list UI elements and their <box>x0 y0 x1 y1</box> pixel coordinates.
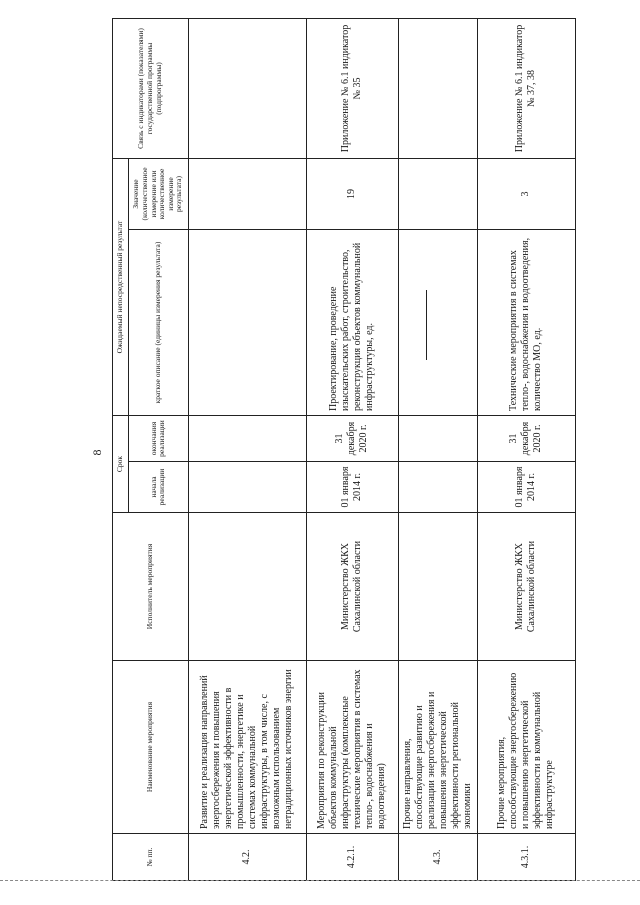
scan-edge-line <box>0 880 640 881</box>
row-link <box>188 19 306 159</box>
row-num: 4.3. <box>398 834 477 881</box>
row-num: 4.3.1. <box>477 834 575 881</box>
row-name: Мероприятия по реконструкции объектов коммунальной инфраструктуры (комплексные технические мероприятия в системах тепло-, водоснабжения и водоотведения) <box>306 661 398 834</box>
header-result-value: Значение (количественное измерение или количественное измерение результата) <box>128 159 188 230</box>
row-link <box>398 19 477 159</box>
row-end <box>398 416 477 462</box>
row-num: 4.2.1. <box>306 834 398 881</box>
header-term: Срок <box>113 416 129 513</box>
row-end: 31 декабря 2020 г. <box>306 416 398 462</box>
header-term-start: начала реализации <box>128 462 188 513</box>
row-executor: Министерство ЖКХ Сахалинской области <box>477 513 575 661</box>
row-start <box>188 462 306 513</box>
row-num: 4.2. <box>188 834 306 881</box>
table-row <box>398 19 477 881</box>
row-start <box>398 462 477 513</box>
row-executor <box>398 513 477 661</box>
table-row <box>188 19 306 881</box>
row-end: 31 декабря 2020 г. <box>477 416 575 462</box>
row-name: Прочие мероприятия, способствующие энергосбережению и повышению энергетической эффективности в коммунальной инфраструктуре <box>477 661 575 834</box>
header-result-desc: краткое описание (единицы измерения результата) <box>128 230 188 416</box>
row-executor <box>188 513 306 661</box>
separator-line <box>426 290 427 360</box>
row-end <box>188 416 306 462</box>
header-num: № пп. <box>113 834 189 881</box>
row-value <box>188 159 306 230</box>
row-link: Приложение № 6.1 индикатор № 37, 38 <box>477 19 575 159</box>
table-row <box>306 19 398 881</box>
table-header-row <box>113 19 129 881</box>
row-link: Приложение № 6.1 индикатор № 35 <box>306 19 398 159</box>
row-start: 01 января 2014 г. <box>306 462 398 513</box>
row-desc <box>398 230 477 416</box>
page-number: 8 <box>90 449 104 456</box>
row-value <box>398 159 477 230</box>
row-desc: Проектирование, проведение изыскательских работ, строительство, реконструкция объектов коммунальной инфраструктуры, ед. <box>306 230 398 416</box>
header-executor: Исполнитель мероприятия <box>113 513 189 661</box>
header-name: Наименование мероприятия <box>113 661 189 834</box>
row-executor: Министерство ЖКХ Сахалинской области <box>306 513 398 661</box>
header-link: Связь с индикаторами (показателями) государственной программы (подпрограммы) <box>113 19 189 159</box>
row-name: Развитие и реализация направлений энергосбережения и повышения энергетической эффективности в промышленности, энергетике и системах коммунальной инфраструктуры, в том числе, с возможным использованием нетрадиционных источников энергии <box>188 661 306 834</box>
header-result: Ожидаемый непосредственный результат <box>113 159 129 416</box>
row-start: 01 января 2014 г. <box>477 462 575 513</box>
measures-table <box>112 18 576 881</box>
header-term-end: окончания реализации <box>128 416 188 462</box>
row-value: 19 <box>306 159 398 230</box>
row-desc: Технические мероприятия в системах тепло-, водоснабжения и водоотведения, количество МО, ед. <box>477 230 575 416</box>
row-desc <box>188 230 306 416</box>
table-row <box>477 19 575 881</box>
row-name: Прочие направления, способствующие развитию и реализации энергосбережения и повышения энергетической эффективности региональной экономики <box>398 661 477 834</box>
row-value: 3 <box>477 159 575 230</box>
